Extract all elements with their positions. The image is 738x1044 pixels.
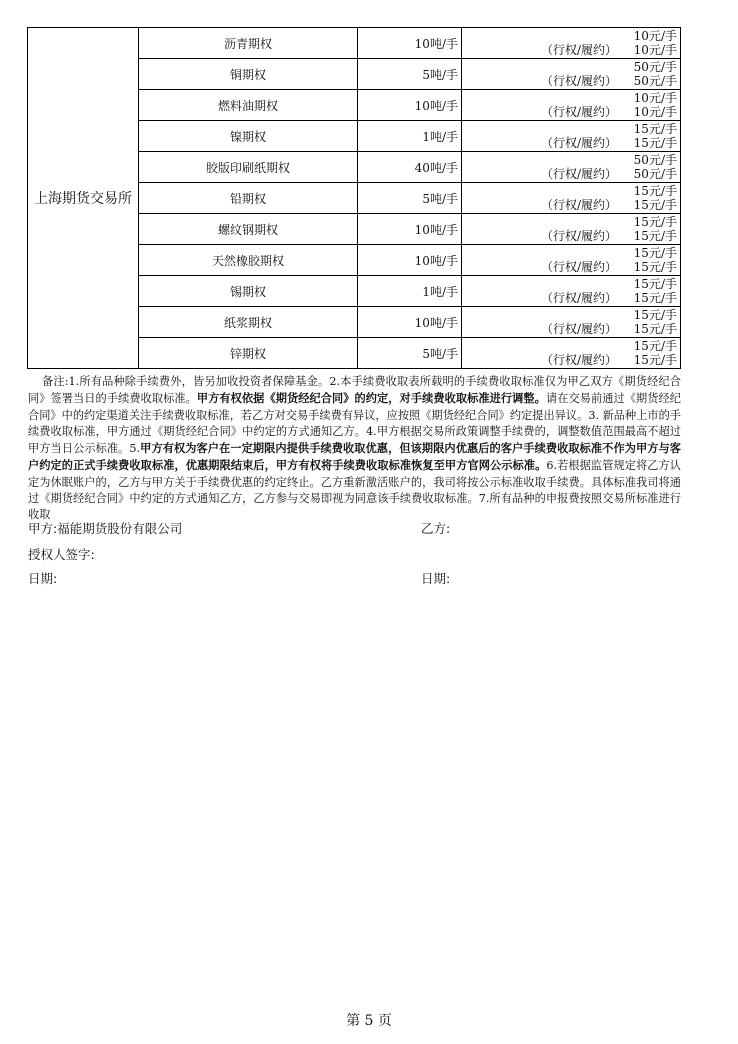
authorized-signature-label: 授权人签字: — [28, 547, 95, 562]
trading-unit: 5吨/手 — [358, 338, 462, 369]
trading-unit: 10吨/手 — [358, 90, 462, 121]
trading-unit: 1吨/手 — [358, 121, 462, 152]
product-name: 铅期权 — [139, 183, 358, 214]
exercise-label: （行权/履约） — [540, 105, 617, 119]
exercise-label: （行权/履约） — [540, 353, 617, 367]
fee-exercise: 10元/手 — [633, 43, 677, 57]
notes-bold-2: 甲方有权为客户在一定期限内提供手续费收取优惠，但该期限内优惠后的客户手续费收取标准不作为甲方与客户约定的正式手续费收取标准，优惠期限结束后，甲方有权将手续费收取标准恢复至甲方官网公示标准。 — [28, 441, 681, 473]
product-name: 螺纹钢期权 — [139, 214, 358, 245]
notes-text-1: 备注:1.所有品种除手续费外，皆另加收投资者保障基金。2.本手续费收取表所载明的手续费收取标准仅为甲乙双方《期货经纪合同》签署当日的手续费收取标准。 — [28, 375, 681, 406]
product-name: 燃料油期权 — [139, 90, 358, 121]
fee-trade: 15元/手 — [633, 277, 677, 291]
fee-exercise: 15元/手 — [633, 353, 677, 367]
trading-unit: 10吨/手 — [358, 214, 462, 245]
fee-trade: 15元/手 — [633, 246, 677, 260]
trading-unit: 10吨/手 — [358, 307, 462, 338]
product-name: 胶版印刷纸期权 — [139, 152, 358, 183]
exercise-label: （行权/履约） — [540, 322, 617, 336]
exercise-label: （行权/履约） — [540, 291, 617, 305]
exercise-label: （行权/履约） — [540, 74, 617, 88]
trading-unit: 5吨/手 — [358, 183, 462, 214]
exercise-label: （行权/履约） — [540, 229, 617, 243]
fee-cell — [462, 276, 681, 307]
fee-exercise: 15元/手 — [633, 136, 677, 150]
fee-cell — [462, 152, 681, 183]
notes-bold-1: 甲方有权依据《期货经纪合同》的约定，对手续费收取标准进行调整。 — [196, 391, 546, 406]
product-name: 纸浆期权 — [139, 307, 358, 338]
trading-unit: 5吨/手 — [358, 59, 462, 90]
exercise-label: （行权/履约） — [540, 43, 617, 57]
notes-paragraph — [28, 374, 681, 524]
fee-cell — [462, 214, 681, 245]
fee-cell — [462, 28, 681, 59]
fee-exercise: 15元/手 — [633, 322, 677, 336]
trading-unit: 10吨/手 — [358, 28, 462, 59]
date-b-label: 日期: — [421, 571, 451, 586]
fee-exercise: 15元/手 — [633, 198, 677, 212]
exchange-name: 上海期货交易所 — [28, 28, 139, 369]
fee-cell — [462, 245, 681, 276]
exercise-label: （行权/履约） — [540, 167, 617, 181]
fee-exercise: 10元/手 — [633, 105, 677, 119]
fee-exercise: 15元/手 — [633, 260, 677, 274]
fee-cell — [462, 307, 681, 338]
fee-trade: 50元/手 — [633, 60, 677, 74]
fee-cell — [462, 121, 681, 152]
product-name: 天然橡胶期权 — [139, 245, 358, 276]
fee-cell — [462, 183, 681, 214]
product-name: 锡期权 — [139, 276, 358, 307]
product-name: 镍期权 — [139, 121, 358, 152]
fee-trade: 15元/手 — [633, 215, 677, 229]
fee-cell — [462, 338, 681, 369]
product-name: 锌期权 — [139, 338, 358, 369]
fee-cell — [462, 59, 681, 90]
fee-trade: 15元/手 — [633, 122, 677, 136]
fee-trade: 15元/手 — [633, 339, 677, 353]
date-a-label: 日期: — [28, 571, 58, 586]
fee-trade: 10元/手 — [633, 91, 677, 105]
fee-exercise: 15元/手 — [633, 291, 677, 305]
table-row — [28, 28, 681, 59]
product-name: 铜期权 — [139, 59, 358, 90]
fee-exercise: 50元/手 — [633, 74, 677, 88]
product-name: 沥青期权 — [139, 28, 358, 59]
party-b-label: 乙方: — [421, 521, 451, 536]
fee-trade: 10元/手 — [633, 29, 677, 43]
party-a-label: 甲方:福能期货股份有限公司 — [28, 521, 183, 536]
fee-exercise: 15元/手 — [633, 229, 677, 243]
fee-table — [27, 27, 681, 369]
page-number: 第 5 页 — [346, 1013, 392, 1029]
exercise-label: （行权/履约） — [540, 136, 617, 150]
notes-text-3: 6.若根据监管规定将乙方认定为休眠账户的，乙方与甲方关于手续费优惠的约定终止。乙方重新激活账户的，我司将按公示标准收取手续费。具体标准我司将通过《期货经纪合同》中约定的方式通知乙方，乙方参与交易即视为同意该手续费收取标准。7.所有品种的申报费按照交易所标准进行收取 — [28, 459, 681, 522]
fee-cell — [462, 90, 681, 121]
trading-unit: 1吨/手 — [358, 276, 462, 307]
fee-table-body — [28, 28, 681, 369]
exercise-label: （行权/履约） — [540, 260, 617, 274]
fee-trade: 15元/手 — [633, 184, 677, 198]
notes-text-2: 请在交易前通过《期货经纪合同》中的约定渠道关注手续费收取标准，若乙方对交易手续费有异议，应按照《期货经纪合同》约定提出异议。3. 新品种上市的手续费收取标准，甲方通过《期货经纪合同》中约定的方式通知乙方。4.甲方根据交易所政策调整手续费的，调整数值范围最高不超过甲方当日公示标准。5. — [28, 392, 681, 456]
trading-unit: 10吨/手 — [358, 245, 462, 276]
fee-exercise: 50元/手 — [633, 167, 677, 181]
fee-trade: 50元/手 — [633, 153, 677, 167]
fee-trade: 15元/手 — [633, 308, 677, 322]
trading-unit: 40吨/手 — [358, 152, 462, 183]
exercise-label: （行权/履约） — [540, 198, 617, 212]
